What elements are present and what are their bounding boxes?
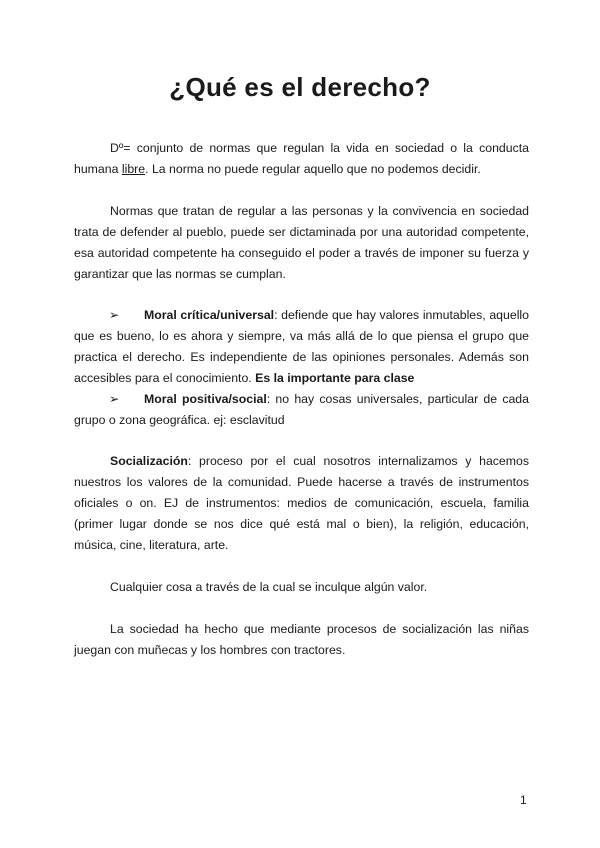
socializacion-term: Socialización [110,454,188,468]
socializacion-text: : proceso por el cual nosotros internalizamos y hacemos nuestros los valores de la comunidad. Puede hacerse a través de instrumentos oficiales o on. EJ de instrumentos: medios de comunicación, escuela, familia (primer lugar donde se nos dice qué está mal o bien), la religión, educación, música, cine, literatura, arte. [74,454,529,552]
bullet-text: : no hay cosas universales, particular de cada grupo o zona geográfica. ej: esclavitud [74,392,529,427]
bullet-moral-positiva [74,389,529,431]
definition-rest: . La norma no puede regular aquello que no podemos decidir. [145,162,481,176]
bullet-text: : defiende que hay valores inmutables, aquello que es bueno, lo es ahora y siempre, va más allá de lo que piensa el grupo que practica el derecho. Es independiente de las opiniones personales. Además son accesibles para el conocimiento. [74,308,530,385]
socializacion-paragraph [74,451,529,556]
norms-paragraph: Normas que tratan de regular a las personas y la convivencia en sociedad trata de defender al pueblo, puede ser dictaminada por una autoridad competente, esa autoridad competente ha conseguido el poder a través de imponer su fuerza y garantizar que las normas se cumplan. [74,204,529,281]
arrow-bullet-icon: ➢ [109,308,120,322]
page-number: 1 [520,793,527,807]
sociedad-paragraph: La sociedad ha hecho que mediante procesos de socialización las niñas juegan con muñecas y los hombres con tractores. [74,622,529,657]
underlined-word: libre [121,162,146,176]
bullet-moral-critica [74,305,529,389]
definition-lead: Dº= conjunto de normas que regulan la vida en sociedad o la conducta humana [74,141,529,176]
bullet-emphasis: Es la importante para clase [255,371,415,385]
bullet-term: Moral crítica/universal [144,308,275,322]
bullet-term: Moral positiva/social [144,392,267,406]
valor-paragraph: Cualquier cosa a través de la cual se inculque algún valor. [110,580,428,594]
definition-paragraph [74,138,529,180]
page-title: ¿Qué es el derecho? [169,72,431,102]
arrow-bullet-icon: ➢ [109,392,120,406]
